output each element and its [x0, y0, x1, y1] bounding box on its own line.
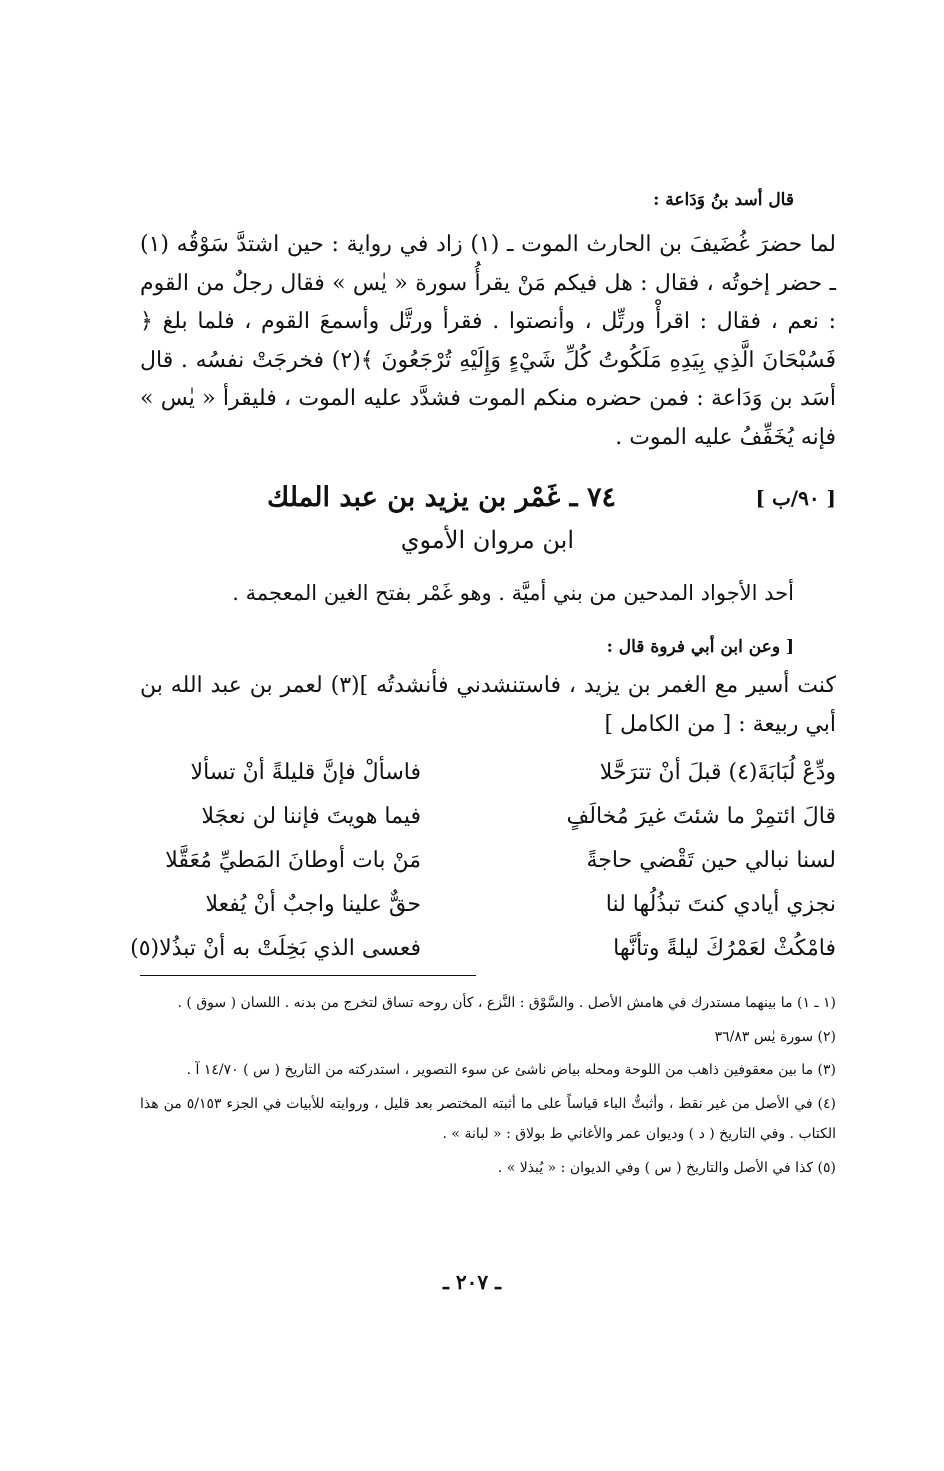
verse-second-hemistich: فعسى الذي بَخِلَتْ به أنْ تبذُلا(٥): [130, 936, 421, 961]
verse-second-hemistich: فاسألْ فإنَّ قليلةً أنْ تسألا: [190, 760, 421, 785]
narration-paragraph: كنت أسير مع الغمر بن يزيد ، فاستنشدني فأنشدتُه ](٣) لعمر بن عبد الله بن أبي ربيعة : [ من الكامل ]: [140, 673, 837, 737]
verse-second-hemistich: فيما هويتَ فإننا لن نعجَلا: [201, 804, 421, 829]
page-number: ـ ٢٠٧ ـ: [443, 1270, 501, 1294]
intro-heading: قال أسد بنُ وَدَاعة :: [653, 190, 794, 210]
footnote: (٥) كذا في الأصل والتاريخ ( س ) وفي الديوان : « يُبذلا » .: [497, 1159, 836, 1176]
verse-first-hemistich: ودِّعْ لُبَابَةَ(٤) قبلَ أنْ تترَحَّلا: [599, 760, 836, 785]
verse-first-hemistich: قالَ ائتمِرْ ما شئتَ غيرَ مُخالَفٍ: [566, 804, 836, 829]
entry-title-row: [140, 482, 836, 522]
footnote-divider: [140, 975, 476, 976]
verse-first-hemistich: نجزي أيادي كنتَ تبذُلُها لنا: [605, 892, 836, 917]
footnotes: [140, 988, 836, 1186]
verse-second-hemistich: مَنْ بات أوطانَ المَطيِّ مُعَقَّلا: [165, 848, 421, 873]
narration-heading: [ وعن ابن أبي فروة قال :: [606, 637, 794, 657]
verse-second-hemistich: حقٌّ علينا واجبٌ أنْ يُفعلا: [205, 892, 421, 917]
verse-first-hemistich: لسنا نبالي حين تَقْضي حاجةً: [586, 848, 836, 873]
footnote: (١ ـ ١) ما بينهما مستدرك في هامش الأصل . والسَّوْق : النَّزع ، كأن روحه تساق لتخرج من بدنه . اللسان ( سوق ) .: [177, 995, 836, 1011]
intro-paragraph: لما حضرَ غُضَيفَ بن الحارث الموت ـ (١) زاد في رواية : حين اشتدَّ سَوْقُه (١) ـ حضر إخوتُه ، فقال : هل فيكم مَنْ يقرأُ سورة « يٰس » فقال رجلٌ من القوم : نعم ، فقال : اقرأْ ورتِّل ، وأنصتوا . فقرأ ورتَّل وأسمعَ القوم ، فلما بلغ ﴿ فَسُبْحَانَ الَّذِي بِيَدِهِ مَلَكُوتُ كُلِّ شَيْءٍ وَإِلَيْهِ تُرْجَعُونَ ﴾(٢) فخرجَتْ نفسُه . قال أسَد بن وَدَاعة : فمن حضره منكم الموت فشدَّد عليه الموت ، فليقرأ « يٰس » فإنه يُخَفِّفُ عليه الموت .: [140, 232, 837, 450]
footnote: (٤) في الأصل من غير نقط ، وأثبتُّ الباء قياساً على ما أثبته المختصر بعد قليل ، وروايته للأبيات في الجزء ٥/١٥٣ من هذا الكتاب . وفي التاريخ ( د ) وديوان عمر والأغاني ط بولاق : « لبانة » .: [140, 1095, 836, 1142]
entry-bio: أحد الأجواد المدحين من بني أميَّة . وهو غَمْر بفتح الغين المعجمة .: [232, 581, 794, 605]
verse-first-hemistich: فامْكُثْ لعَمْرُكَ ليلةً وتأنَّها: [613, 936, 836, 961]
verse-line: [140, 848, 836, 892]
verse-line: [140, 804, 836, 848]
verse-line: [140, 760, 836, 804]
entry-title: ٧٤ ـ غَمْر بن يزيد بن عبد الملك: [266, 482, 616, 513]
verse-line: [140, 892, 836, 936]
verse-line: [130, 936, 836, 980]
footnote: (٢) سورة يٰس ٣٦/٨٣: [714, 1028, 836, 1045]
footnote: (٣) ما بين معقوفين ذاهب من اللوحة ومحله بياض ناشئ عن سوء التصوير ، استدركته من التاريخ ( س ) ١٤/٧٠ آ .: [186, 1062, 836, 1078]
entry-subtitle: ابن مروان الأموي: [400, 526, 574, 554]
poem-verses: [130, 760, 836, 980]
manuscript-folio-ref: [ ٩٠/ب ]: [755, 486, 836, 510]
